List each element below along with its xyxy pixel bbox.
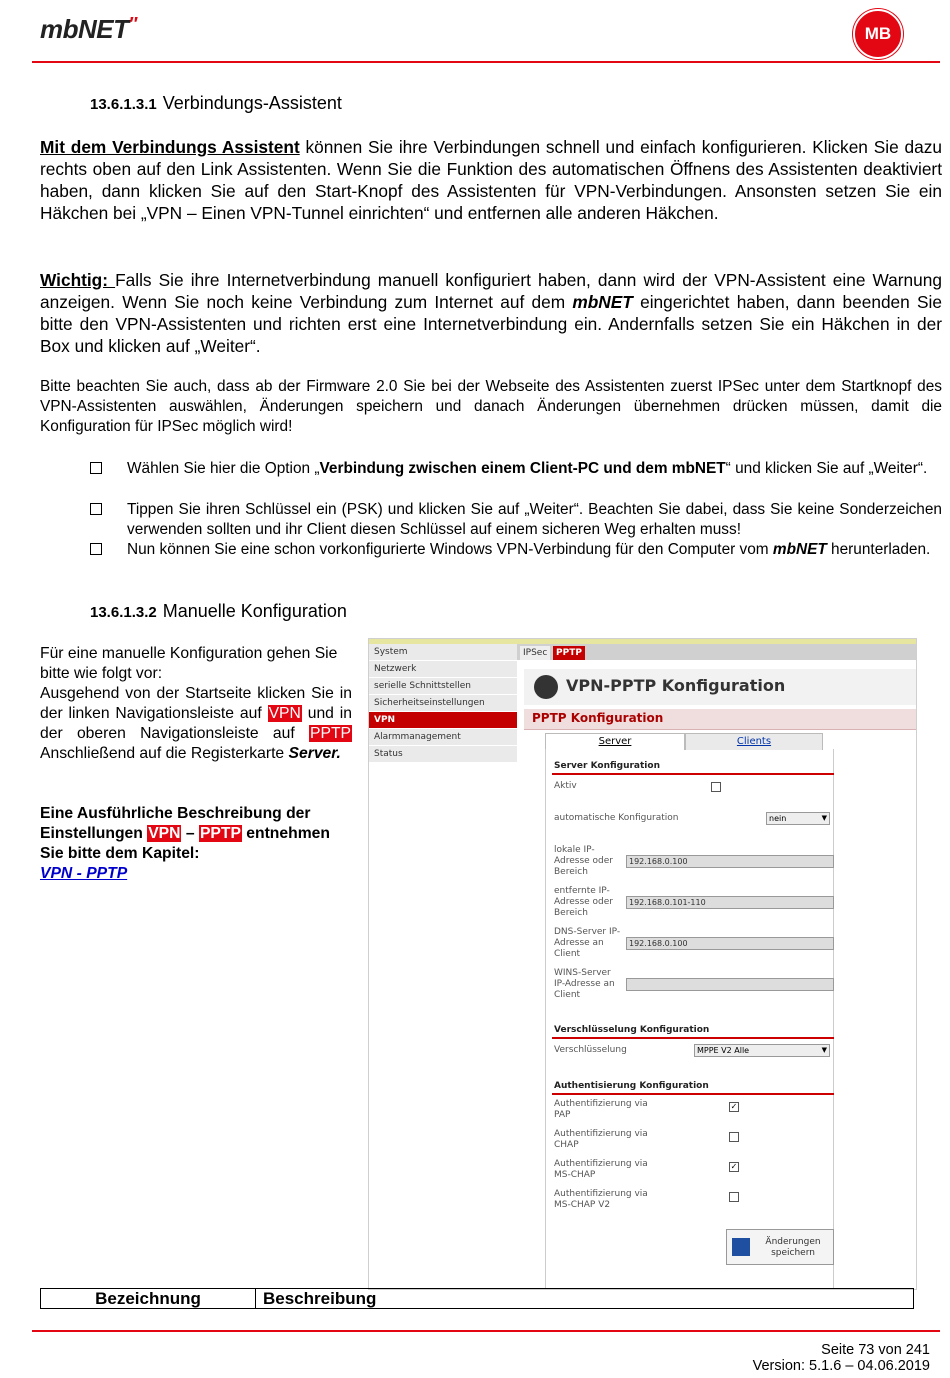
header-rule [32,61,940,63]
description-table-header [40,1288,914,1309]
aktiv-checkbox[interactable] [711,782,721,792]
list-item: Nun können Sie eine schon vorkonfigurierte Windows VPN-Verbindung für den Computer vom mbNET herunterladen. [90,540,942,560]
footer [600,1342,930,1374]
checkbox-bullet-icon [90,503,102,515]
assistant-link[interactable]: Mit dem Verbindungs Assistent [40,137,300,157]
section-encryption: Verschlüsselung Konfiguration [552,1023,834,1039]
paragraph-assistant: Mit dem Verbindungs Assistent können Sie ihre Verbindungen schnell und einfach konfigurieren. Klicken Sie dazu rechts oben auf den Link Assistenten. Wenn Sie die Funktion des automatischen Öffnens des Assistenten deaktiviert haben, dann klicken Sie auf den Start-Knopf des Assistenten für VPN-Verbindungen. Ansonsten setzen Sie ein Häkchen bei „VPN – Einen VPN-Tunnel einrichten“ und entfernen alle anderen Häkchen. [40,137,942,223]
server-client-tabs [545,733,821,749]
sidebar-item-vpn[interactable]: VPN [369,712,517,729]
lokal-label: lokale IP-Adresse oder Bereich [554,845,613,877]
remote-label: entfernte IP-Adresse oder Bereich [554,886,613,918]
paragraph-wichtig: Wichtig: Falls Sie ihre Internetverbindung manuell konfiguriert haben, dann wird der VPN-Assistent eine Warnung anzeigen. Wenn Sie noch keine Verbindung zum Internet auf dem mbNET eingerichtet haben, dann beenden Sie bitte den VPN-Assistenten und richten erst eine Internetverbindung ein. Andernfalls setzen Sie ein Häkchen in der Box und klicken auf „Weiter“. [40,270,943,356]
tab-server[interactable]: Server [545,733,685,750]
list-item: Tippen Sie ihren Schlüssel ein (PSK) und klicken Sie auf „Weiter“. Beachten Sie dabei, dass Sie keine Sonderzeichen verwenden sollten und ihr Client diesen Schlüssel auf einem sicheren Weg erhalten muss! [90,500,942,540]
checkbox-bullet-icon [90,543,102,555]
chevron-down-icon: ▼ [821,1046,827,1054]
tab-pptp[interactable]: PPTP [553,646,585,660]
table-header-beschreibung: Beschreibung [263,1289,377,1308]
auto-config-select[interactable]: nein ▼ [766,812,830,825]
section-auth: Authentisierung Konfiguration [552,1079,834,1095]
screenshot-tabbar [517,644,916,660]
sidebar-item-netzwerk[interactable]: Netzwerk [369,661,517,678]
sidebar-item-status[interactable]: Status [369,746,517,763]
page-number: Seite 73 von 241 [821,1342,930,1358]
checkbox-bullet-icon [90,462,102,474]
auth-chap-checkbox[interactable] [729,1132,739,1142]
section-server-config: Server Konfiguration [552,759,834,775]
auth-mschap-checkbox[interactable]: ✓ [730,1162,738,1171]
sidebar-item-serial[interactable]: serielle Schnittstellen [369,678,517,695]
floppy-disk-icon [732,1238,750,1256]
section-heading-2: 13.6.1.3.2 Manuelle Konfiguration [90,601,347,621]
footer-rule [32,1330,940,1332]
page-title: VPN-PPTP Konfiguration [566,676,786,695]
vpn-globe-icon [534,675,558,699]
auth-pap-checkbox[interactable]: ✓ [730,1102,738,1111]
encryption-row: Verschlüsselung [554,1045,627,1055]
sidebar-item-system[interactable]: System [369,644,517,661]
screenshot-sidebar [369,644,517,763]
version-info: Version: 5.1.6 – 04.06.2019 [752,1358,930,1374]
auth-chap-label: Authentifizierung via CHAP [554,1129,648,1150]
paragraph-firmware-note: Bitte beachten Sie auch, dass ab der Firmware 2.0 Sie bei der Webseite des Assistenten zuerst IPSec unter dem Startknopf des VPN-Assistenten auswählen, Änderungen speichern und danach Änderungen übernehmen drücken müssen, damit die Konfiguration für IPSec möglich wird! [40,378,942,435]
sidebar-item-security[interactable]: Sicherheitseinstellungen [369,695,517,712]
vpn-pptp-screenshot [368,638,917,1290]
aktiv-row: Aktiv [554,781,577,791]
sidebar-item-alarm[interactable]: Alarmmanagement [369,729,517,746]
wins-label: WINS-Server IP-Adresse an Client [554,968,615,1000]
dns-ip-field[interactable]: 192.168.0.100 [626,937,834,950]
tab-clients[interactable]: Clients [685,733,823,750]
subtitle-bar: PPTP Konfiguration [524,709,916,730]
auth-mschapv2-label: Authentifizierung via MS-CHAP V2 [554,1189,648,1210]
page-title-bar [524,669,916,705]
remote-ip-field[interactable]: 192.168.0.101-110 [626,896,834,909]
dns-label: DNS-Server IP-Adresse an Client [554,927,621,959]
chapter-link[interactable]: VPN - PPTP [40,865,128,882]
encryption-select[interactable]: MPPE V2 Alle ▼ [694,1044,830,1057]
chapter-reference: Eine Ausführliche Beschreibung der Einstellungen VPN – PPTP entnehmen Sie bitte dem Kapitel: VPN - PPTP [40,805,330,882]
chevron-down-icon: ▼ [821,814,827,822]
auth-pap-label: Authentifizierung via PAP [554,1099,648,1120]
tab-ipsec[interactable]: IPSec [520,646,550,660]
section-heading-1: 13.6.1.3.1 Verbindungs-Assistent [90,93,342,113]
list-item: Wählen Sie hier die Option „Verbindung zwischen einem Client-PC und dem mbNET“ und klicken Sie auf „Weiter“. [90,459,942,479]
manual-config-instructions: Für eine manuelle Konfiguration gehen Sie bitte wie folgt vor: Ausgehend von der Startseite klicken Sie in der linken Navigationsleiste auf VPN und in der oberen Navigationsleiste auf PPTP Anschließend auf die Registerkarte Server. [40,645,352,762]
auto-config-row: automatische Konfiguration [554,813,679,823]
table-header-bezeichnung: Bezeichnung [41,1289,256,1308]
auth-mschapv2-checkbox[interactable] [729,1192,739,1202]
mb-badge-logo: MB [853,9,903,59]
wins-ip-field[interactable] [626,978,834,991]
server-config-panel [545,749,834,1289]
lokal-ip-field[interactable]: 192.168.0.100 [626,855,834,868]
save-button[interactable]: Änderungen speichern [726,1229,834,1265]
mbnet-logo: mbNET″ [40,14,137,44]
auth-mschap-label: Authentifizierung via MS-CHAP [554,1159,648,1180]
